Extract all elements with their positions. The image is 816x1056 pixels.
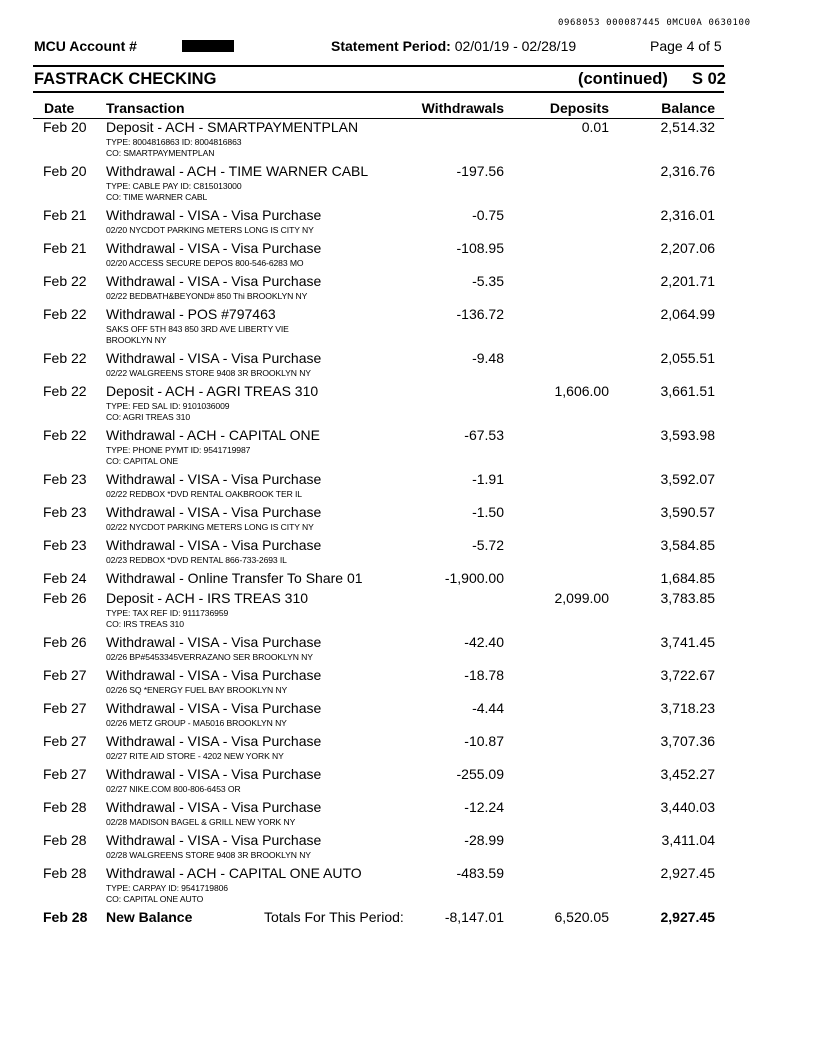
row-transaction: Withdrawal - VISA - Visa Purchase [106,504,322,520]
row-withdrawal: -197.56 [456,163,504,179]
row-date: Feb 22 [43,350,87,366]
row-balance: 2,207.06 [660,240,715,256]
col-header-balance: Balance [661,100,715,116]
table-row [0,832,816,865]
row-detail: 02/28 MADISON BAGEL & GRILL NEW YORK NY [106,817,296,827]
row-detail: 02/26 METZ GROUP - MA5016 BROOKLYN NY [106,718,287,728]
row-date: Feb 23 [43,537,87,553]
row-balance: 3,411.04 [661,832,715,848]
row-date: Feb 23 [43,471,87,487]
table-row [0,504,816,537]
row-detail: TYPE: CARPAY ID: 9541719806 [106,883,228,893]
totals-deposits: 6,520.05 [554,909,609,925]
row-transaction: Withdrawal - VISA - Visa Purchase [106,350,322,366]
row-detail: 02/26 SQ *ENERGY FUEL BAY BROOKLYN NY [106,685,288,695]
redacted-account-number [182,40,234,52]
totals-withdrawals: -8,147.01 [444,909,504,925]
table-row [0,240,816,273]
row-withdrawal: -12.24 [464,799,504,815]
row-detail: CO: SMARTPAYMENTPLAN [106,148,215,158]
new-balance-row [0,909,816,929]
account-label: MCU Account # [34,38,137,54]
row-date: Feb 27 [43,700,87,716]
row-detail: 02/27 RITE AID STORE - 4202 NEW YORK NY [106,751,284,761]
row-balance: 2,927.45 [660,909,715,925]
row-balance: 3,590.57 [660,504,715,520]
row-detail: 02/27 NIKE.COM 800-806-6453 OR [106,784,241,794]
row-date: Feb 24 [43,570,87,586]
row-balance: 3,584.85 [660,537,715,553]
row-transaction: Withdrawal - VISA - Visa Purchase [106,537,322,553]
row-balance: 2,201.71 [660,273,715,289]
row-date: Feb 28 [43,832,87,848]
col-header-date: Date [44,100,75,116]
row-detail: 02/22 REDBOX *DVD RENTAL OAKBROOK TER IL [106,489,302,499]
row-date: Feb 22 [43,383,87,399]
row-date: Feb 22 [43,273,87,289]
row-transaction: Deposit - ACH - AGRI TREAS 310 [106,383,319,399]
row-withdrawal: -255.09 [456,766,504,782]
row-detail: 02/26 BP#5453345VERRAZANO SER BROOKLYN NY [106,652,313,662]
table-row [0,537,816,570]
row-transaction: Withdrawal - VISA - Visa Purchase [106,207,322,223]
row-detail: TYPE: 8004816863 ID: 8004816863 [106,137,242,147]
row-deposit: 0.01 [581,119,609,135]
row-detail: TYPE: FED SAL ID: 9101036009 [106,401,230,411]
table-row [0,306,816,350]
row-balance: 2,514.32 [660,119,715,135]
row-balance: 3,783.85 [660,590,715,606]
row-withdrawal: -5.72 [472,537,504,553]
row-date: Feb 22 [43,427,87,443]
row-detail: 02/23 REDBOX *DVD RENTAL 866-733-2693 IL [106,555,287,565]
row-withdrawal: -42.40 [464,634,504,650]
row-transaction: Withdrawal - POS #797463 [106,306,276,322]
row-withdrawal: -67.53 [464,427,504,443]
row-date: Feb 20 [43,163,87,179]
row-balance: 2,927.45 [660,865,715,881]
row-transaction: Withdrawal - ACH - CAPITAL ONE AUTO [106,865,362,881]
row-balance: 3,452.27 [660,766,715,782]
row-detail: TYPE: PHONE PYMT ID: 9541719987 [106,445,251,455]
table-row [0,700,816,733]
section-title: FASTRACK CHECKING [34,70,217,88]
row-detail: TYPE: CABLE PAY ID: C815013000 [106,181,242,191]
row-transaction: Withdrawal - VISA - Visa Purchase [106,799,322,815]
table-row [0,207,816,240]
row-transaction: Withdrawal - VISA - Visa Purchase [106,832,322,848]
row-transaction: New Balance [106,909,193,925]
row-detail: 02/28 WALGREENS STORE 9408 3R BROOKLYN NY [106,850,311,860]
row-date: Feb 28 [43,799,87,815]
col-header-transaction: Transaction [106,100,185,116]
table-row [0,570,816,590]
table-row [0,799,816,832]
row-balance: 3,440.03 [660,799,715,815]
row-withdrawal: -1.50 [472,504,504,520]
section-code: S 02 [692,70,726,88]
row-date: Feb 21 [43,207,87,223]
row-withdrawal: -1.91 [472,471,504,487]
table-row [0,634,816,667]
row-withdrawal: -9.48 [472,350,504,366]
row-withdrawal: -18.78 [464,667,504,683]
row-balance: 2,316.76 [660,163,715,179]
row-date: Feb 27 [43,667,87,683]
table-row [0,163,816,207]
row-transaction: Withdrawal - VISA - Visa Purchase [106,667,322,683]
row-balance: 3,741.45 [660,634,715,650]
row-detail: CO: IRS TREAS 310 [106,619,184,629]
table-row [0,383,816,427]
header-rule-bottom [33,91,724,93]
row-withdrawal: -1,900.00 [444,570,504,586]
table-row [0,471,816,504]
row-withdrawal: -136.72 [456,306,504,322]
row-detail: SAKS OFF 5TH 843 850 3RD AVE LIBERTY VIE [106,324,289,334]
row-transaction: Withdrawal - VISA - Visa Purchase [106,700,322,716]
table-row [0,350,816,383]
table-row [0,427,816,471]
row-date: Feb 28 [43,865,87,881]
row-transaction: Withdrawal - ACH - TIME WARNER CABL [106,163,369,179]
row-balance: 3,593.98 [660,427,715,443]
row-balance: 2,064.99 [660,306,715,322]
row-date: Feb 28 [43,909,88,925]
row-detail: 02/20 NYCDOT PARKING METERS LONG IS CITY NY [106,225,314,235]
row-transaction: Withdrawal - VISA - Visa Purchase [106,240,322,256]
row-date: Feb 27 [43,733,87,749]
row-detail: CO: CAPITAL ONE [106,456,179,466]
row-balance: 2,055.51 [660,350,715,366]
period-label: Statement Period: [331,38,451,54]
row-transaction: Withdrawal - VISA - Visa Purchase [106,766,322,782]
row-withdrawal: -10.87 [464,733,504,749]
table-row [0,733,816,766]
row-transaction: Deposit - ACH - IRS TREAS 310 [106,590,309,606]
row-withdrawal: -4.44 [472,700,504,716]
page-number: Page 4 of 5 [650,38,722,54]
statement-period [331,38,576,54]
row-transaction: Withdrawal - Online Transfer To Share 01 [106,570,363,586]
row-deposit: 1,606.00 [554,383,609,399]
row-date: Feb 20 [43,119,87,135]
row-balance: 3,722.67 [660,667,715,683]
row-deposit: 2,099.00 [554,590,609,606]
row-date: Feb 26 [43,590,87,606]
table-row [0,865,816,909]
section-continued: (continued) [578,70,668,88]
row-withdrawal: -108.95 [456,240,504,256]
row-date: Feb 23 [43,504,87,520]
row-detail: 02/22 NYCDOT PARKING METERS LONG IS CITY NY [106,522,314,532]
row-detail: CO: CAPITAL ONE AUTO [106,894,204,904]
period-value: 02/01/19 - 02/28/19 [454,38,577,54]
row-transaction: Withdrawal - VISA - Visa Purchase [106,471,322,487]
row-balance: 2,316.01 [660,207,715,223]
row-detail: CO: AGRI TREAS 310 [106,412,191,422]
row-date: Feb 22 [43,306,87,322]
row-date: Feb 26 [43,634,87,650]
row-transaction: Withdrawal - VISA - Visa Purchase [106,273,322,289]
row-balance: 1,684.85 [660,570,715,586]
col-header-withdrawals: Withdrawals [421,100,504,116]
row-transaction: Withdrawal - VISA - Visa Purchase [106,634,322,650]
row-balance: 3,592.07 [660,471,715,487]
table-row [0,590,816,634]
row-withdrawal: -483.59 [456,865,504,881]
row-date: Feb 21 [43,240,87,256]
row-balance: 3,707.36 [660,733,715,749]
row-detail: CO: TIME WARNER CABL [106,192,208,202]
row-withdrawal: -5.35 [472,273,504,289]
table-row [0,119,816,163]
table-row [0,766,816,799]
row-transaction: Deposit - ACH - SMARTPAYMENTPLAN [106,119,359,135]
row-detail: 02/22 BEDBATH&BEYOND# 850 Thi BROOKLYN NY [106,291,308,301]
row-balance: 3,718.23 [660,700,715,716]
row-date: Feb 27 [43,766,87,782]
transaction-list [0,119,816,929]
row-detail: 02/20 ACCESS SECURE DEPOS 800-546-6283 MO [106,258,304,268]
ocr-scan-line: 0968053 000087445 0MCU0A 0630100 [558,18,751,28]
row-withdrawal: -28.99 [464,832,504,848]
row-balance: 3,661.51 [660,383,715,399]
col-header-deposits: Deposits [549,100,609,116]
row-withdrawal: -0.75 [472,207,504,223]
table-row [0,667,816,700]
table-row [0,273,816,306]
totals-label: Totals For This Period: [264,909,404,925]
row-transaction: Withdrawal - ACH - CAPITAL ONE [106,427,320,443]
row-detail: BROOKLYN NY [106,335,167,345]
row-transaction: Withdrawal - VISA - Visa Purchase [106,733,322,749]
row-detail: TYPE: TAX REF ID: 9111736959 [106,608,229,618]
header-rule-top [33,65,724,67]
row-detail: 02/22 WALGREENS STORE 9408 3R BROOKLYN NY [106,368,311,378]
